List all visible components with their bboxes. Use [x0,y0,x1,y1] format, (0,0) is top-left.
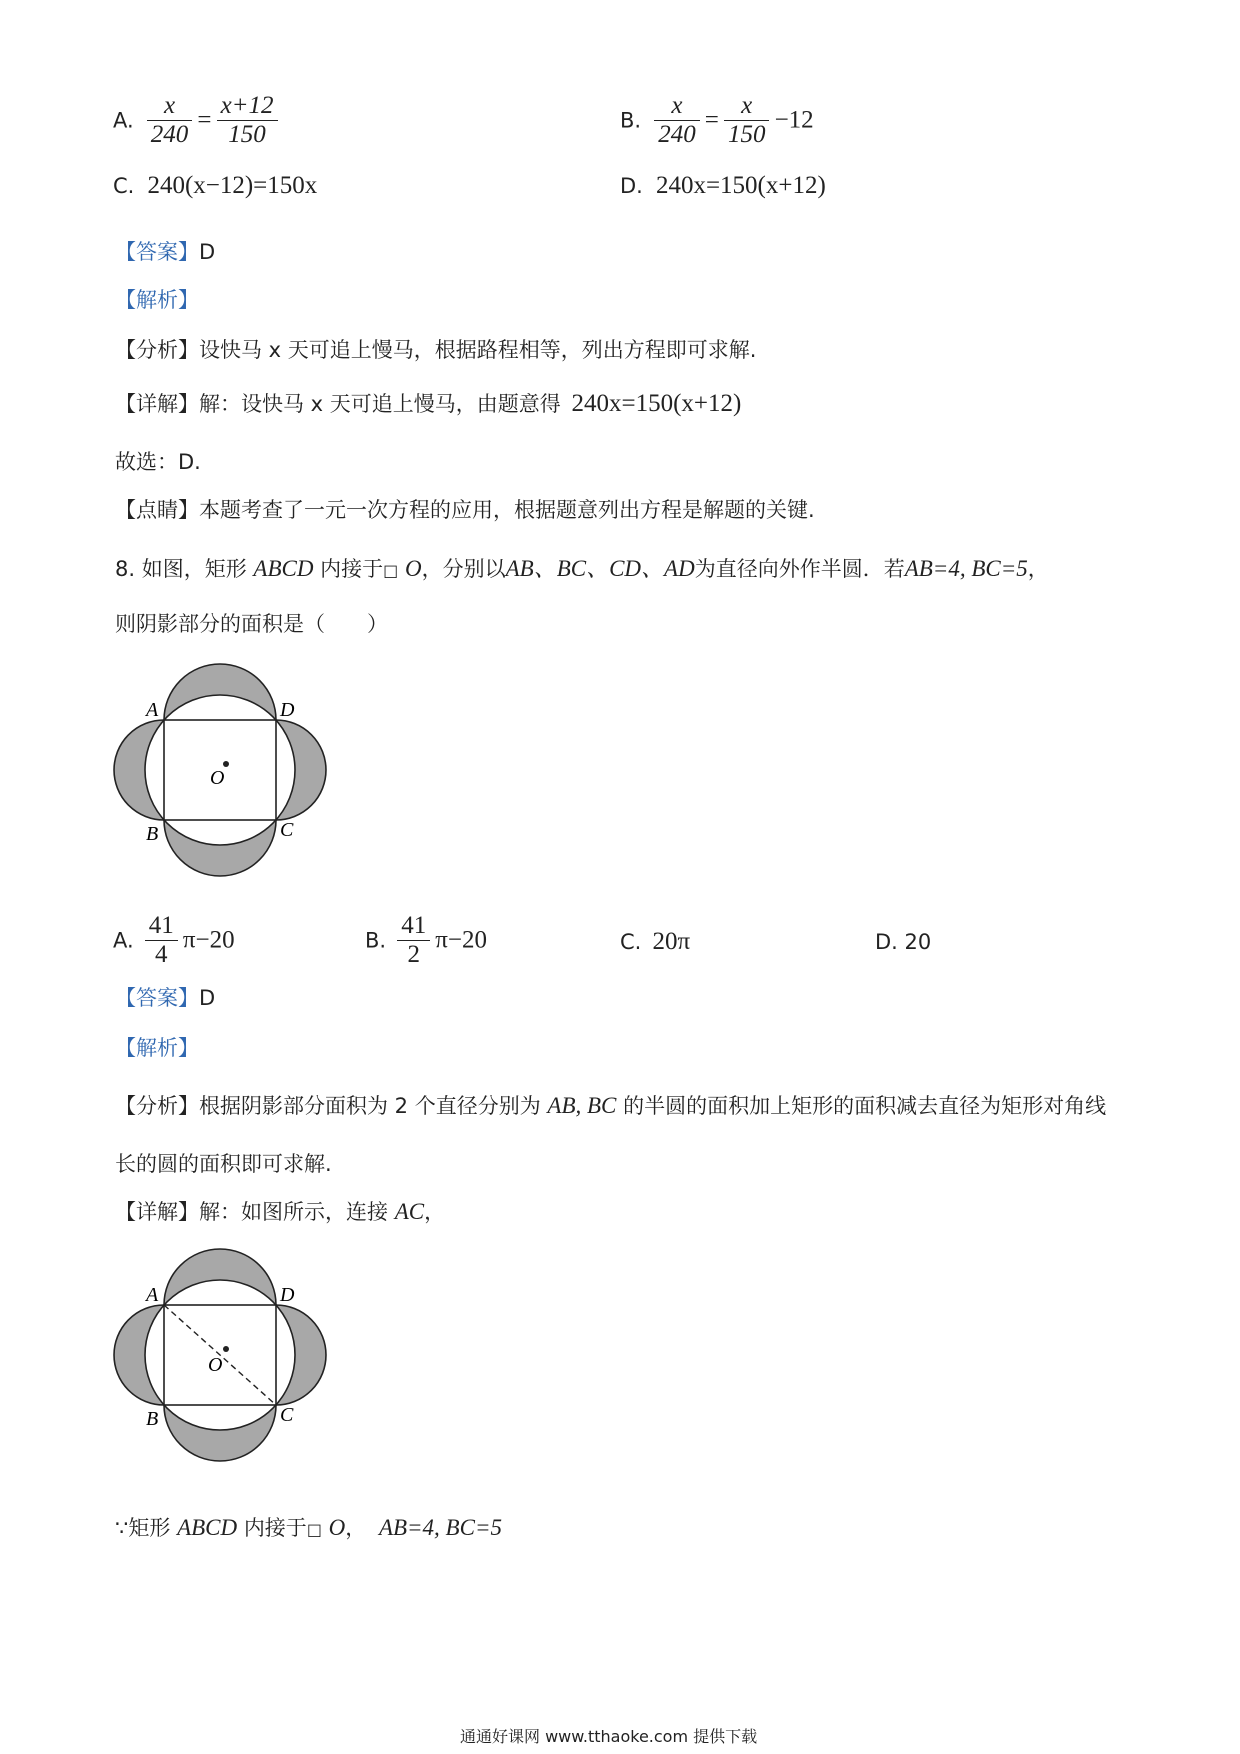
page-footer: 通通好课网 www.tthaoke.com 提供下载 [460,1727,758,1746]
q8-solution-figure [100,1235,360,1485]
label-b: B [146,1408,159,1430]
q7-option-c: C. 240(x−12)=150x [113,172,318,199]
q8-analysis-tag: 【解析】 [115,1036,199,1060]
q8-option-a: A. $\frac{41}{4}$ π−20 [113,912,235,968]
q7-choice: 故选：D. [115,450,201,474]
fraction: $\frac{x}{150}$ [724,92,770,149]
label-a: A [146,699,159,721]
q8-fenxi-line1: 【分析】根据阴影部分面积为 2 个直径分别为 AB, BC 的半圆的面积加上矩形的面积减去直径为矩形对角线 [115,1093,1107,1118]
q8-stem-line1: 8. 如图，矩形 ABCD 内接于□ O，分别以AB、BC、CD、AD为直径向外作半圆．若AB=4, BC=5， [115,556,1049,581]
label-o: O [208,1354,223,1376]
q7-option-d: D. 240x=150(x+12) [620,172,826,199]
q8-option-d: D. 20 [875,930,932,954]
fraction: $\frac{x+12}{150}$ [217,92,278,149]
label-b: B [146,823,159,845]
fraction: $\frac{x}{240}$ [654,92,700,149]
q7-xiangjie: 【详解】解：设快马 x 天可追上慢马，由题意得 240x=150(x+12) [115,390,742,417]
q7-fenxi: 【分析】设快马 x 天可追上慢马，根据路程相等，列出方程即可求解. [115,338,757,362]
q8-fenxi-line2: 长的圆的面积即可求解. [115,1152,332,1176]
q7-answer: 【答案】D [115,240,216,264]
fraction: $\frac{x}{240}$ [147,92,193,149]
q8-xiangjie: 【详解】解：如图所示，连接 AC， [115,1199,446,1224]
q8-figure [100,650,360,900]
q8-answer: 【答案】D [115,986,216,1010]
q8-option-c: C. 20π [620,928,691,955]
label-c: C [280,819,294,841]
label-c: C [280,1404,294,1426]
label-a: A [146,1284,159,1306]
q8-stem-line2: 则阴影部分的面积是（ ） [115,612,388,636]
center-point [223,1346,229,1352]
fraction: $\frac{41}{4}$ [145,912,178,969]
q7-option-b: B. $\frac{x}{240}$ = $\frac{x}{150}$ −12 [620,92,814,148]
label-d: D [280,699,295,721]
q8-because-line: ∵矩形 ABCD 内接于□ O， AB=4, BC=5 [115,1515,502,1540]
q7-dianjing: 【点睛】本题考查了一元一次方程的应用，根据题意列出方程是解题的关键. [115,498,815,522]
q7-option-a: A. $\frac{x}{240}$ = $\frac{x+12}{150}$ [113,92,278,149]
label-d: D [280,1284,295,1306]
fraction: $\frac{41}{2}$ [397,912,430,969]
label-o: O [210,767,225,789]
q7-analysis-tag: 【解析】 [115,288,199,312]
q8-option-b: B. $\frac{41}{2}$ π−20 [365,912,488,968]
